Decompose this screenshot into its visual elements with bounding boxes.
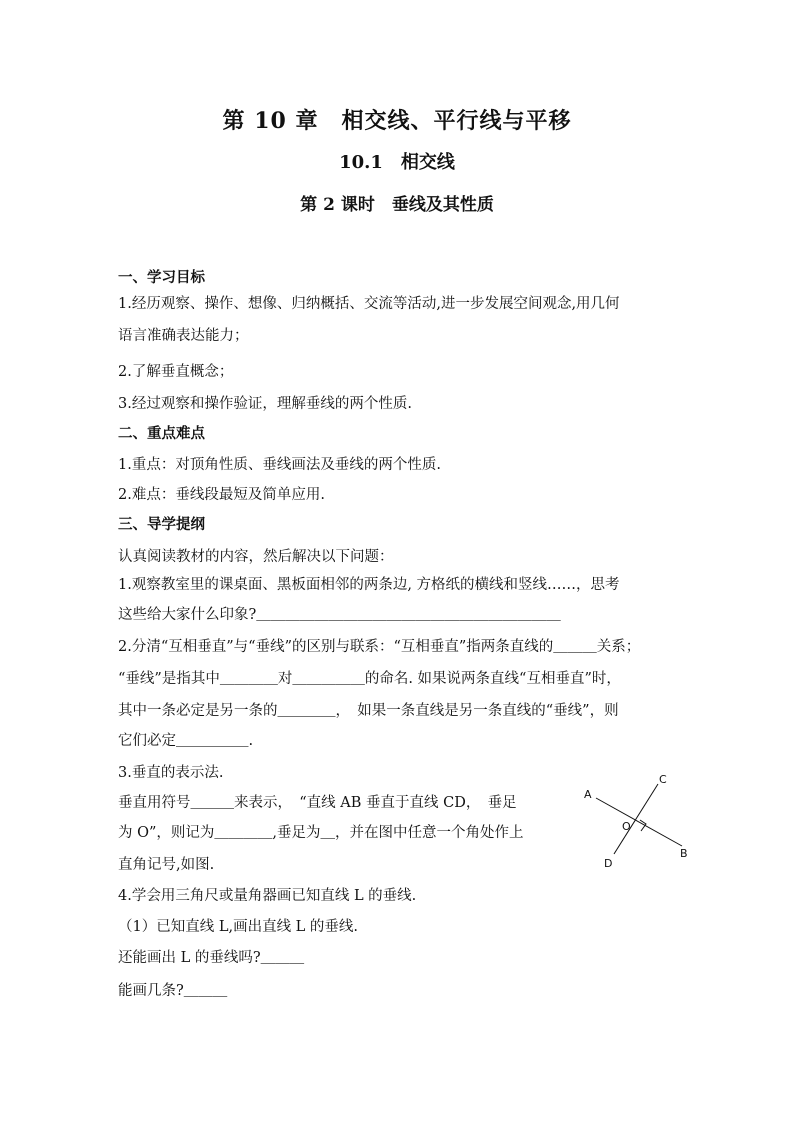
- key-point-2: 2.难点：垂线段最短及简单应用.: [118, 487, 325, 503]
- question-4-sub-1: （1）已知直线 L,画出直线 L 的垂线.: [118, 919, 359, 935]
- objective-1-line-2: 语言准确表达能力；: [118, 328, 249, 344]
- question-2-line-1: 2.分清“互相垂直”与“垂线”的区别与联系：“互相垂直”指两条直线的＿＿＿关系；: [118, 639, 641, 655]
- objective-2: 2.了解垂直概念；: [118, 364, 234, 380]
- chapter-title: 第 10 章 相交线、平行线与平移: [222, 108, 572, 134]
- section-heading-outline: 三、导学提纲: [118, 516, 205, 533]
- line-ab: [596, 798, 682, 846]
- key-point-1: 1.重点：对顶角性质、垂线画法及垂线的两个性质.: [118, 457, 441, 473]
- question-3-line-3: 直角记号,如图.: [118, 857, 215, 873]
- question-3-line-1: 垂直用符号＿＿＿来表示， “直线 AB 垂直于直线 CD， 垂足: [118, 795, 517, 811]
- question-2-line-4: 它们必定＿＿＿＿＿.: [118, 733, 254, 749]
- label-o: O: [622, 820, 631, 833]
- question-2-line-3: 其中一条必定是另一条的＿＿＿＿， 如果一条直线是另一条直线的“垂线”，则: [118, 703, 619, 719]
- label-a: A: [584, 788, 592, 801]
- label-d: D: [604, 857, 613, 870]
- section-heading-objectives: 一、学习目标: [118, 269, 205, 286]
- section-title: 10.1 相交线: [339, 152, 455, 173]
- objective-3: 3.经过观察和操作验证，理解垂线的两个性质.: [118, 396, 412, 412]
- right-angle-mark: [640, 820, 646, 831]
- question-4-ask-1: 还能画出 L 的垂线吗?＿＿＿: [118, 950, 305, 966]
- label-b: B: [680, 847, 688, 860]
- lesson-title: 第 2 课时 垂线及其性质: [300, 195, 494, 215]
- perpendicular-lines-figure: [578, 768, 698, 878]
- objective-1-line-1: 1.经历观察、操作、想像、归纳概括、交流等活动,进一步发展空间观念,用几何: [118, 296, 620, 312]
- question-1-line-1: 1.观察教室里的课桌面、黑板面相邻的两条边, 方格纸的横线和竖线……，思考: [118, 577, 620, 593]
- section-heading-key-points: 二、重点难点: [118, 425, 205, 442]
- question-2-line-2: “垂线”是指其中＿＿＿＿对＿＿＿＿＿的命名. 如果说两条直线“互相垂直”时，: [118, 671, 621, 687]
- question-4-title: 4.学会用三角尺或量角器画已知直线 L 的垂线.: [118, 888, 417, 904]
- question-4-ask-2: 能画几条?＿＿＿: [118, 983, 228, 999]
- question-1-line-2: 这些给大家什么印象?＿＿＿＿＿＿＿＿＿＿＿＿＿＿＿＿＿＿＿＿＿: [118, 607, 561, 623]
- outline-intro: 认真阅读教材的内容，然后解决以下问题：: [118, 549, 394, 565]
- line-cd: [614, 784, 658, 854]
- label-c: C: [659, 773, 667, 786]
- question-3-line-2: 为 O”，则记为＿＿＿＿,垂足为＿，并在图中任意一个角处作上: [118, 825, 524, 841]
- question-3-title: 3.垂直的表示法.: [118, 765, 224, 781]
